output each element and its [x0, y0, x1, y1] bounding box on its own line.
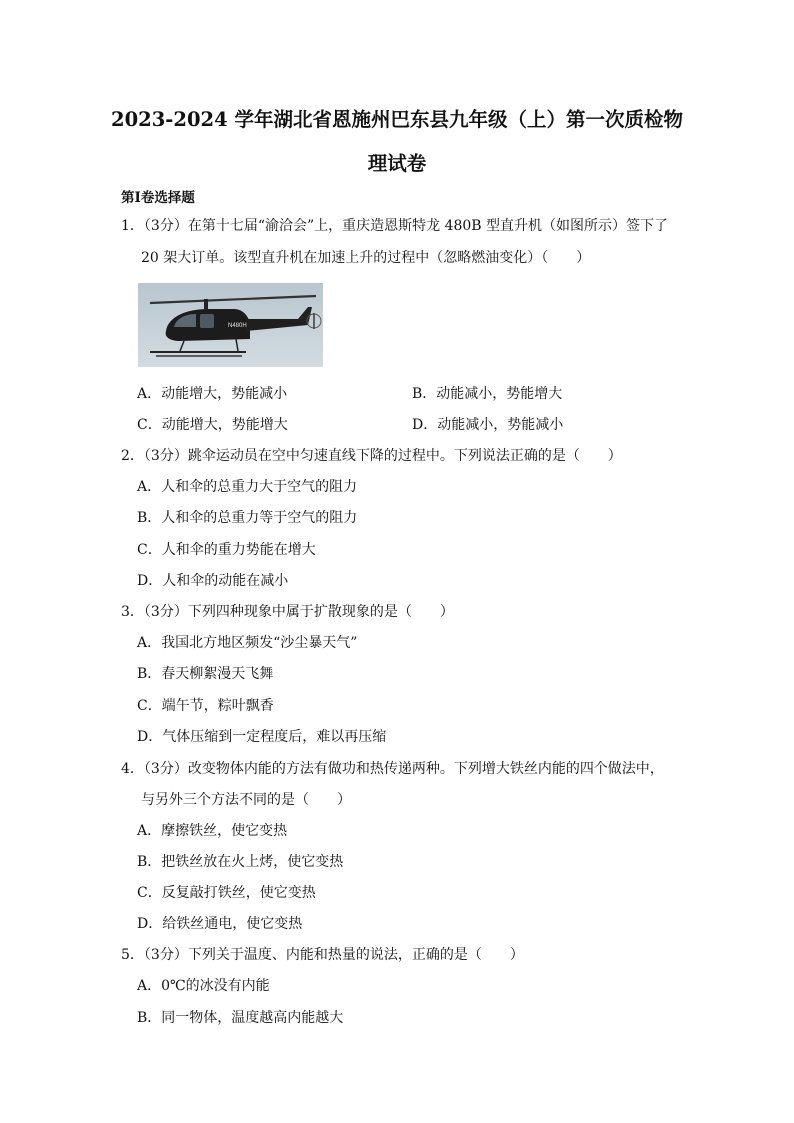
question-2-stem: 2．（3分）跳伞运动员在空中匀速直线下降的过程中。下列说法正确的是（ ）: [121, 448, 622, 464]
question-5-stem: 5．（3分）下列关于温度、内能和热量的说法，正确的是（ ）: [121, 947, 524, 963]
question-4-stem-cont: 与另外三个方法不同的是（ ）: [141, 792, 351, 808]
q1-option-c: C．动能增大，势能增大: [137, 417, 288, 433]
question-1-stem: 1．（3分）在第十七届“渝洽会”上，重庆造恩斯特龙 480B 型直升机（如图所示）签下了: [121, 218, 669, 234]
q4-option-b: B．把铁丝放在火上烤，使它变热: [137, 854, 344, 870]
q5-option-b: B．同一物体，温度越高内能越大: [137, 1010, 344, 1026]
page-title: 2023-2024 学年湖北省恩施州巴东县九年级（上）第一次质检物: [111, 108, 683, 131]
q5-option-a: A．0℃的冰没有内能: [137, 978, 270, 994]
helicopter-image: [138, 283, 323, 367]
question-1-stem-cont: 20 架大订单。该型直升机在加速上升的过程中（忽略燃油变化）（ ）: [141, 250, 591, 266]
registration-label: N480H: [228, 323, 247, 329]
q3-option-b: B．春天柳絮漫天飞舞: [137, 666, 274, 682]
q3-option-c: C．端午节，粽叶飘香: [137, 698, 274, 714]
q3-option-a: A．我国北方地区频发“沙尘暴天气”: [137, 635, 358, 651]
q2-option-a: A．人和伞的总重力大于空气的阻力: [137, 479, 358, 495]
q1-option-b: B．动能减小，势能增大: [412, 386, 563, 402]
q2-option-d: D．人和伞的动能在减小: [137, 573, 289, 589]
page-title-continued: 理试卷: [367, 152, 427, 175]
section-title: 第Ⅰ卷选择题: [121, 190, 195, 206]
q3-option-d: D．气体压缩到一定程度后，难以再压缩: [137, 729, 387, 745]
q4-option-a: A．摩擦铁丝，使它变热: [137, 823, 288, 839]
question-4-stem: 4．（3分）改变物体内能的方法有做功和热传递两种。下列增大铁丝内能的四个做法中，: [121, 761, 664, 777]
q1-option-d: D．动能减小，势能减小: [412, 417, 564, 433]
q4-option-d: D．给铁丝通电，使它变热: [137, 916, 303, 932]
q1-option-a: A．动能增大，势能减小: [137, 386, 288, 402]
question-3-stem: 3．（3分）下列四种现象中属于扩散现象的是（ ）: [121, 604, 454, 620]
q4-option-c: C．反复敲打铁丝，使它变热: [137, 885, 316, 901]
q2-option-c: C．人和伞的重力势能在增大: [137, 542, 316, 558]
q2-option-b: B．人和伞的总重力等于空气的阻力: [137, 510, 358, 526]
